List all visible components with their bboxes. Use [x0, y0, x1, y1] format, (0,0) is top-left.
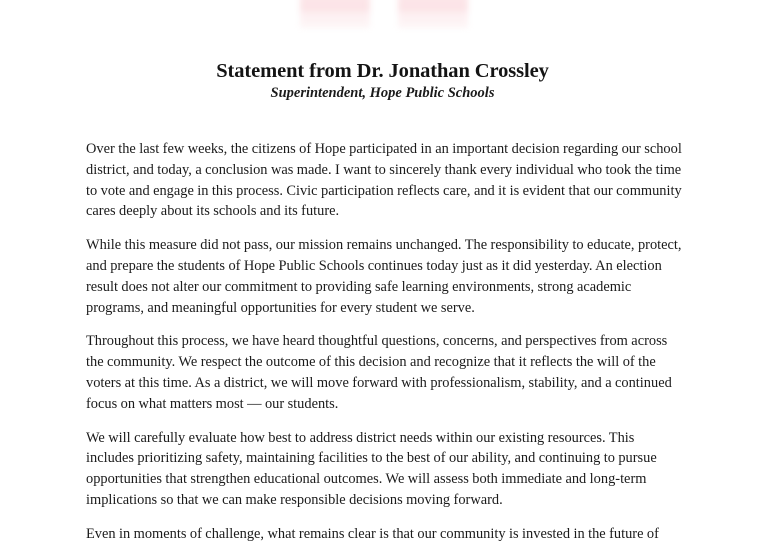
statement-paragraph: Over the last few weeks, the citizens of Hope participated in an important decision regarding our school district, and today, a conclusion was made. I want to sincerely thank every individual who took the time to vote and engage in this process. Civic participation reflects care, and it is evident that our community cares deeply about its schools and its future.: [86, 141, 682, 220]
statement-paragraph: We will carefully evaluate how best to address district needs within our existing resources. This includes prioritizing safety, maintaining facilities to the best of our ability, and continuing to pursue opportunities that strengthen educational outcomes. We will assess both immediate and long-term implications so that we can make responsible decisions moving forward.: [86, 429, 657, 508]
blurred-banner-fragment-left-icon: [300, 0, 370, 28]
statement-paragraph: While this measure did not pass, our mission remains unchanged. The responsibility to educate, protect, and prepare the students of Hope Public Schools continues today just as it did yesterday. An election result does not alter our commitment to providing safe learning environments, strong academic programs, and meaningful opportunities for every student we serve.: [86, 237, 682, 316]
page-title: Statement from Dr. Jonathan Crossley: [216, 59, 549, 82]
statement-body: [86, 139, 682, 545]
blurred-banner-fragment-right-icon: [398, 0, 468, 28]
page-subtitle: Superintendent, Hope Public Schools: [270, 85, 495, 101]
top-banner-strip: [0, 0, 765, 34]
statement-paragraph: Throughout this process, we have heard thoughtful questions, concerns, and perspectives from across the community. We respect the outcome of this decision and recognize that it reflects the will of the voters at this time. As a district, we will move forward with professionalism, stability, and a continued focus on what matters most — our students.: [86, 333, 672, 412]
statement-paragraph: Even in moments of challenge, what remains clear is that our community is invested in the future of: [86, 525, 659, 542]
